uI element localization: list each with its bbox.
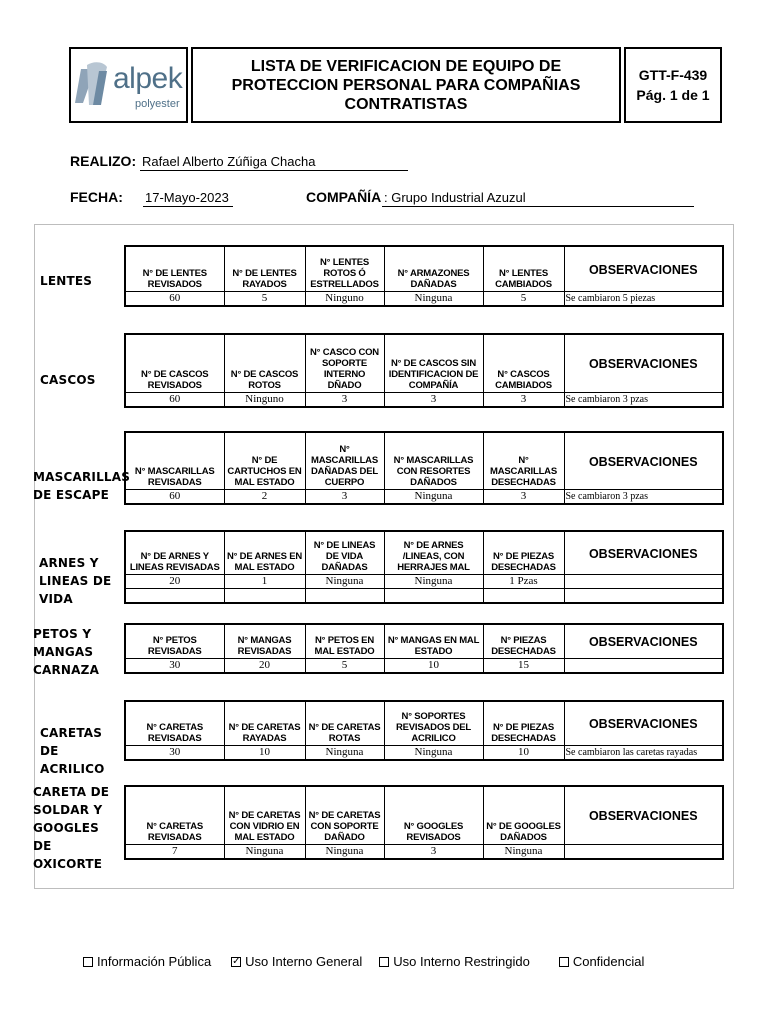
value-cell[interactable] [483,588,564,603]
compania-label: COMPAÑÍA [306,189,382,205]
table-row [125,291,723,306]
value-cell[interactable]: 10 [384,658,483,673]
observaciones-header [564,246,723,291]
value-cell[interactable]: 20 [224,658,305,673]
column-header: N° MASCARILLAS REVISADAS [125,432,224,489]
checklist-table [124,245,724,307]
value-cell[interactable]: 3 [305,489,384,504]
column-header: N° CARETAS REVISADAS [125,701,224,745]
value-cell[interactable]: 30 [125,745,224,760]
classification-label: Información Pública [97,954,212,969]
observaciones-header [564,786,723,844]
table-row [125,658,723,673]
section-label: CASCOS [40,373,96,387]
classification-option-confidencial[interactable] [559,954,645,969]
column-header: N° PIEZAS DESECHADAS [483,624,564,658]
column-header: N° MASCARILLAS DESECHADAS [483,432,564,489]
header-text: OBSERVACIONES [588,546,698,561]
value-cell[interactable]: 1 [224,574,305,588]
value-cell[interactable]: 3 [384,392,483,407]
observaciones-header [564,334,723,392]
column-header: N° DE CARETAS ROTAS [305,701,384,745]
column-header: N° CARETAS REVISADAS [125,786,224,844]
column-header: N° DE PIEZAS DESECHADAS [483,701,564,745]
checklist-table [124,333,724,408]
observaciones-cell[interactable] [564,658,723,673]
column-header: N° DE CASCOS ROTOS [224,334,305,392]
value-cell[interactable]: 3 [384,844,483,859]
column-header: N° DE PIEZAS DESECHADAS [483,531,564,574]
company-logo [69,47,188,123]
document-code: GTT-F-439 [638,67,708,83]
column-header: N° GOOGLES REVISADOS [384,786,483,844]
observaciones-cell[interactable]: Se cambiaron las caretas rayadas [564,745,723,760]
checklist-table [124,431,724,505]
table-row [125,844,723,859]
classification-label: Confidencial [572,954,645,969]
realizo-label: REALIZO: [70,153,137,169]
document-title: LISTA DE VERIFICACION DE EQUIPO DE PROTECCION PERSONAL PARA COMPAÑIAS CONTRATISTAS [231,57,581,113]
classification-label: Uso Interno Restringido [393,954,530,969]
value-cell[interactable]: 5 [483,291,564,306]
section-label: ARNES Y LINEAS DE VIDA [39,556,112,606]
column-header: N° LENTES CAMBIADOS [483,246,564,291]
column-header: N° MASCARILLAS DAÑADAS DEL CUERPO [305,432,384,489]
document-code-box [624,47,722,123]
table-row [125,392,723,407]
value-cell[interactable]: Ninguna [305,574,384,588]
value-cell[interactable]: 60 [125,291,224,306]
value-cell[interactable]: 5 [305,658,384,673]
column-header: N° ARMAZONES DAÑADAS [384,246,483,291]
header-text: OBSERVACIONES [588,809,698,824]
classification-option-interno-general[interactable] [231,954,362,969]
column-header: N° DE LENTES REVISADOS [125,246,224,291]
checkbox-checked-icon[interactable]: ✓ [232,955,241,967]
observaciones-cell[interactable] [564,574,723,588]
table-row [125,574,723,588]
value-cell[interactable]: Ninguna [305,745,384,760]
value-cell[interactable]: 10 [224,745,305,760]
observaciones-header [564,531,723,574]
checkbox-icon[interactable] [379,957,389,967]
column-header: N° MANGAS EN MAL ESTADO [384,624,483,658]
section-label: CARETAS DE ACRILICO [40,726,105,776]
logo-sub: polyester [135,98,180,110]
value-cell[interactable]: Ninguno [224,392,305,407]
classification-option-interno-restringido[interactable] [379,954,530,969]
value-cell[interactable]: 15 [483,658,564,673]
checkbox-icon[interactable] [559,957,569,967]
checklist-table [124,623,724,674]
observaciones-cell[interactable]: Se cambiaron 3 pzas [564,392,723,407]
column-header: N° PETOS REVISADAS [125,624,224,658]
value-cell[interactable]: 3 [483,489,564,504]
value-cell[interactable]: 60 [125,392,224,407]
observaciones-cell[interactable] [564,588,723,603]
column-header: N° DE CARETAS RAYADAS [224,701,305,745]
column-header: N° DE ARNES EN MAL ESTADO [224,531,305,574]
observaciones-header [564,432,723,489]
value-cell[interactable] [224,588,305,603]
value-cell[interactable]: 20 [125,574,224,588]
observaciones-cell[interactable]: Se cambiaron 5 piezas [564,291,723,306]
section-label: LENTES [40,274,93,288]
document-title-box [191,47,621,123]
classification-footer [83,954,644,969]
classification-label: Uso Interno General [245,954,363,969]
value-cell[interactable]: Ninguna [305,844,384,859]
column-header: N° CASCO CON SOPORTE INTERNO DÑADO [305,334,384,392]
column-header: N° CASCOS CAMBIADOS [483,334,564,392]
value-cell[interactable]: Ninguna [384,745,483,760]
column-header: N° LENTES ROTOS Ó ESTRELLADOS [305,246,384,291]
fecha-value: 17-Mayo-2023 [143,190,233,207]
value-cell[interactable]: 5 [224,291,305,306]
logo-brand: alpek [113,62,183,95]
table-row [125,489,723,504]
column-header: N° DE CASCOS REVISADOS [125,334,224,392]
column-header: N° MASCARILLAS CON RESORTES DAÑADOS [384,432,483,489]
value-cell[interactable] [305,588,384,603]
classification-option-publica[interactable] [83,954,211,969]
column-header: N° DE CARETAS CON SOPORTE DAÑADO [305,786,384,844]
section-label: CARETA DE SOLDAR Y GOOGLES DE OXICORTE [33,785,110,871]
value-cell[interactable]: 7 [125,844,224,859]
header-text: OBSERVACIONES [588,357,698,372]
value-cell[interactable]: 3 [305,392,384,407]
observaciones-cell[interactable] [564,844,723,859]
value-cell[interactable]: Ninguna [384,291,483,306]
table-row [125,745,723,760]
header-text: OBSERVACIONES [588,635,698,650]
column-header: N° DE LINEAS DE VIDA DAÑADAS [305,531,384,574]
column-header: N° DE ARNES /LINEAS, CON HERRAJES MAL [384,531,483,574]
value-cell[interactable]: Ninguna [384,489,483,504]
column-header: N° MANGAS REVISADAS [224,624,305,658]
page-number: Pág. 1 de 1 [636,87,710,103]
column-header: N° SOPORTES REVISADOS DEL ACRILICO [384,701,483,745]
observaciones-header [564,701,723,745]
value-cell[interactable] [125,588,224,603]
observaciones-cell[interactable]: Se cambiaron 3 pzas [564,489,723,504]
header-text: OBSERVACIONES [588,262,698,277]
compania-value: : Grupo Industrial Azuzul [382,190,694,207]
section-label: MASCARILLAS DE ESCAPE [33,470,131,502]
column-header: N° PETOS EN MAL ESTADO [305,624,384,658]
table-row [125,588,723,603]
value-cell[interactable]: Ninguna [384,574,483,588]
column-header: N° DE ARNES Y LINEAS REVISADAS [125,531,224,574]
checklist-table [124,785,724,860]
checklist-table [124,700,724,761]
checklist-table [124,530,724,604]
value-cell[interactable]: Ninguna [483,844,564,859]
column-header: N° DE CASCOS SIN IDENTIFICACION DE COMPAÑÍA [384,334,483,392]
header-text: OBSERVACIONES [588,454,698,469]
value-cell[interactable]: 3 [483,392,564,407]
value-cell[interactable]: 2 [224,489,305,504]
realizo-value: Rafael Alberto Zúñiga Chacha [140,154,408,171]
column-header: N° DE LENTES RAYADOS [224,246,305,291]
checkbox-icon[interactable] [83,957,93,967]
value-cell[interactable]: 10 [483,745,564,760]
value-cell[interactable]: 30 [125,658,224,673]
value-cell[interactable]: Ninguna [224,844,305,859]
fecha-label: FECHA: [70,189,123,205]
column-header: N° DE GOOGLES DAÑADOS [483,786,564,844]
column-header: N° DE CARTUCHOS EN MAL ESTADO [224,432,305,489]
value-cell[interactable]: Ninguno [305,291,384,306]
value-cell[interactable]: 60 [125,489,224,504]
section-label: PETOS Y MANGAS CARNAZA [33,627,100,677]
value-cell[interactable] [384,588,483,603]
value-cell[interactable]: 1 Pzas [483,574,564,588]
column-header: N° DE CARETAS CON VIDRIO EN MAL ESTADO [224,786,305,844]
header-text: OBSERVACIONES [588,717,698,732]
observaciones-header [564,624,723,658]
